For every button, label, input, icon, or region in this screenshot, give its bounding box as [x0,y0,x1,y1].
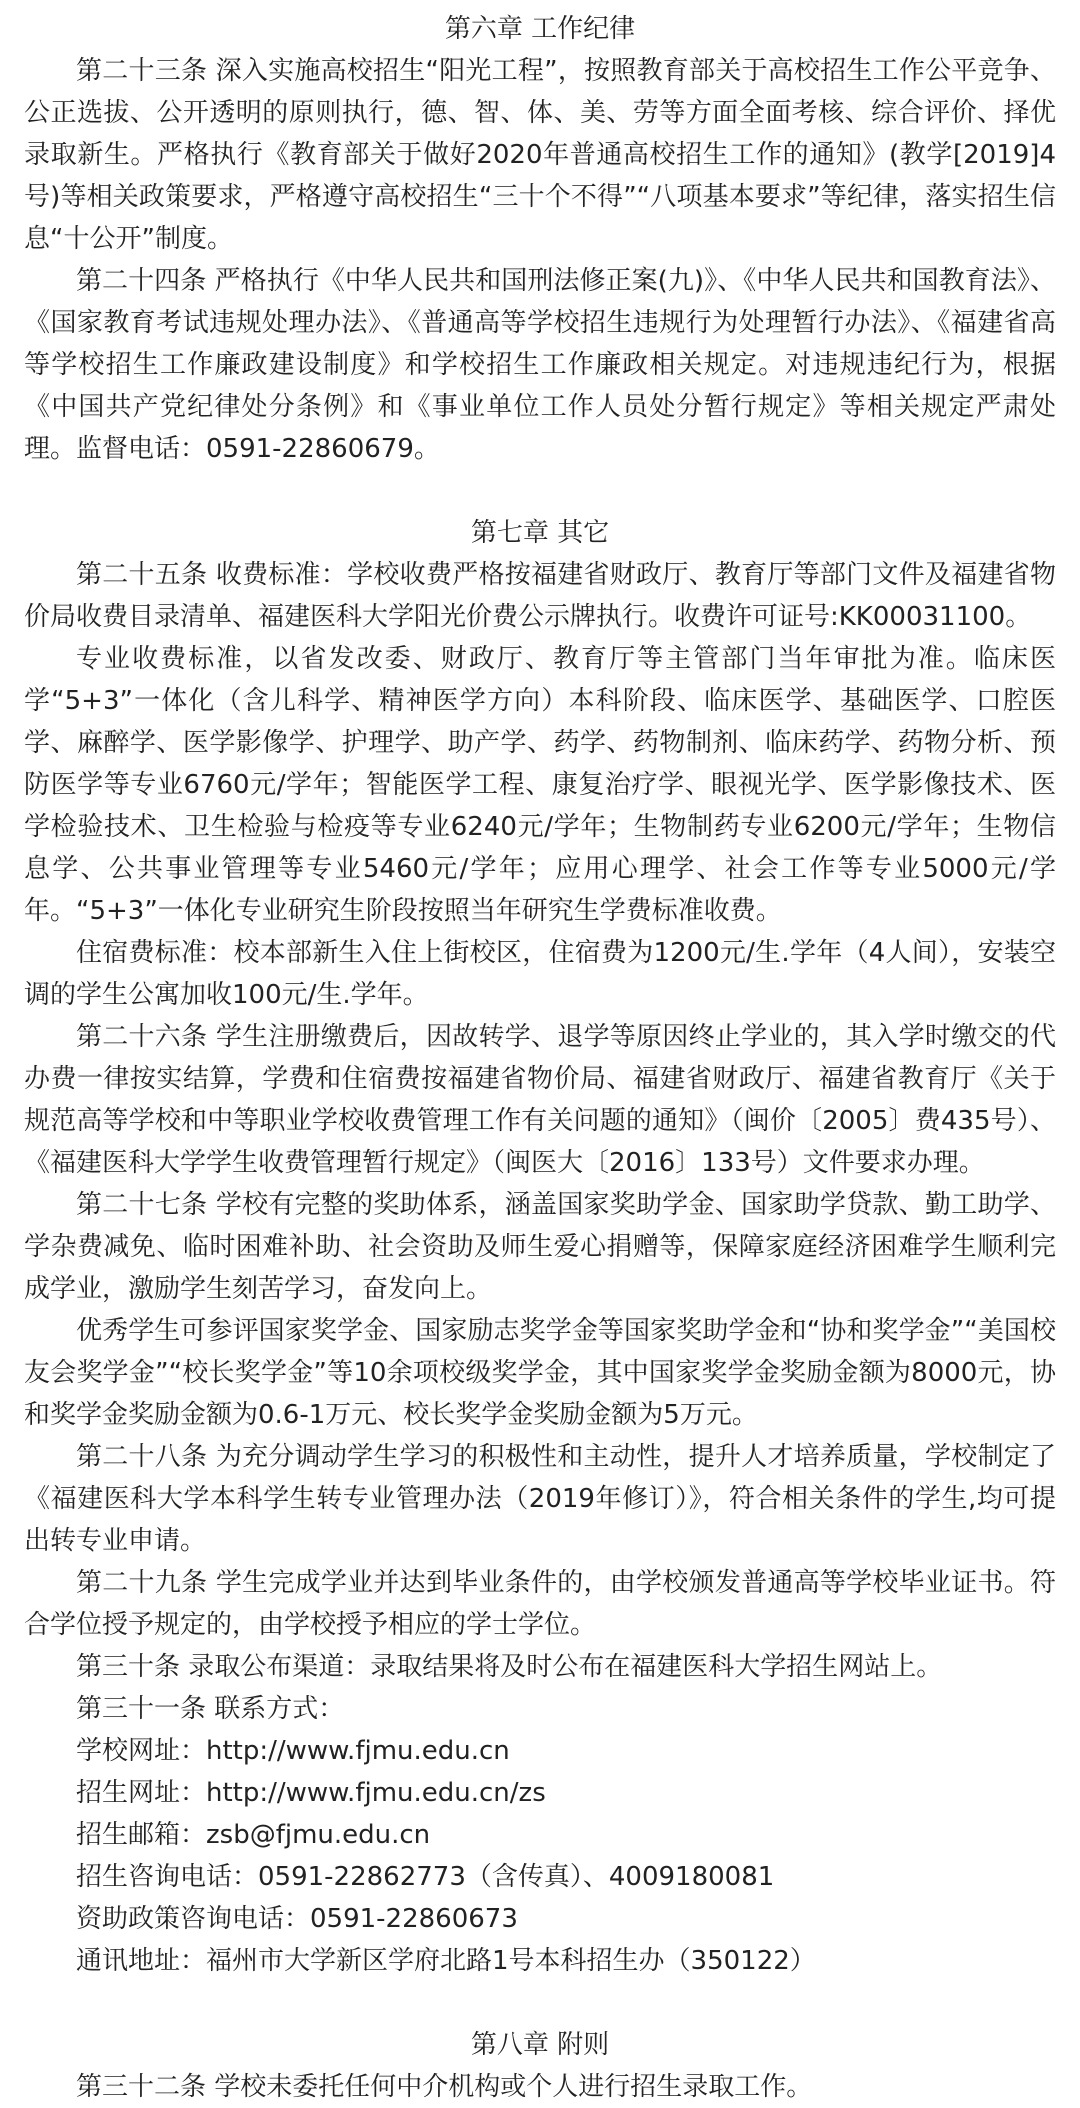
accommodation-fee: 住宿费标准：校本部新生入住上街校区，住宿费为1200元/生.学年（4人间），安装空调的学生公寓加收100元/生.学年。 [24,938,1056,1010]
article-30: 第三十条 录取公布渠道：录取结果将及时公布在福建医科大学招生网站上。 [76,1652,943,1682]
article-25: 第二十五条 收费标准：学校收费严格按福建省财政厅、教育厅等部门文件及福建省物价局收费目录清单、福建医科大学阳光价费公示牌执行。收费许可证号:KK00031100。 [24,560,1056,632]
article-32: 第三十二条 学校未委托任何中介机构或个人进行招生录取工作。 [76,2072,813,2102]
scholarships: 优秀学生可参评国家奖学金、国家励志奖学金等国家奖助学金和“协和奖学金”“美国校友会奖学金”“校长奖学金”等10余项校级奖学金，其中国家奖学金奖励金额为8000元，协和奖学金奖励金额为0.6-1万元、校长奖学金奖励金额为5万元。 [24,1316,1056,1430]
tuition-standards: 专业收费标准，以省发改委、财政厅、教育厅等主管部门当年审批为准。临床医学“5+3”一体化（含儿科学、精神医学方向）本科阶段、临床医学、基础医学、口腔医学、麻醉学、医学影像学、护理学、助产学、药学、药物制剂、临床药学、药物分析、预防医学等专业6760元/学年；智能医学工程、康复治疗学、眼视光学、医学影像技术、医学检验技术、卫生检验与检疫等专业6240元/学年；生物制药专业6200元/学年；生物信息学、公共事业管理等专业5460元/学年；应用心理学、社会工作等专业5000元/学年。“5+3”一体化专业研究生阶段按照当年研究生学费标准收费。 [24,644,1056,926]
chapter-7-title: 第七章 其它 [470,518,610,548]
article-23: 第二十三条 深入实施高校招生“阳光工程”，按照教育部关于高校招生工作公平竞争、公正选拔、公开透明的原则执行，德、智、体、美、劳等方面全面考核、综合评价、择优录取新生。严格执行《教育部关于做好2020年普通高校招生工作的通知》(教学[2019]4号)等相关政策要求，严格遵守高校招生“三十个不得”“八项基本要求”等纪律，落实招生信息“十公开”制度。 [24,56,1056,254]
contact-phone: 招生咨询电话：0591-22862773（含传真）、4009180081 [76,1862,775,1892]
article-27: 第二十七条 学校有完整的奖助体系，涵盖国家奖助学金、国家助学贷款、勤工助学、学杂费减免、临时困难补助、社会资助及师生爱心捐赠等，保障家庭经济困难学生顺利完成学业，激励学生刻苦学习，奋发向上。 [24,1190,1056,1304]
chapter-6-title: 第六章 工作纪律 [444,14,636,44]
chapter-8-title: 第八章 附则 [470,2030,610,2060]
contact-address: 通讯地址：福州市大学新区学府北路1号本科招生办（350122） [76,1946,816,1976]
contact-admissions-site[interactable]: 招生网址：http://www.fjmu.edu.cn/zs [76,1778,546,1808]
article-24: 第二十四条 严格执行《中华人民共和国刑法修正案(九)》、《中华人民共和国教育法》、《国家教育考试违规处理办法》、《普通高等学校招生违规行为处理暂行办法》、《福建省高等学校招生工作廉政建设制度》和学校招生工作廉政相关规定。对违规违纪行为，根据《中国共产党纪律处分条例》和《事业单位工作人员处分暂行规定》等相关规定严肃处理。监督电话：0591-22860679。 [24,266,1056,464]
contact-website[interactable]: 学校网址：http://www.fjmu.edu.cn [76,1736,510,1766]
article-26: 第二十六条 学生注册缴费后，因故转学、退学等原因终止学业的，其入学时缴交的代办费一律按实结算，学费和住宿费按福建省物价局、福建省财政厅、福建省教育厅《关于规范高等学校和中等职业学校收费管理工作有关问题的通知》（闽价〔2005〕费435号）、《福建医科大学学生收费管理暂行规定》（闽医大〔2016〕133号）文件要求办理。 [24,1022,1056,1178]
article-28: 第二十八条 为充分调动学生学习的积极性和主动性，提升人才培养质量，学校制定了《福建医科大学本科学生转专业管理办法（2019年修订）》，符合相关条件的学生,均可提出转专业申请。 [24,1442,1056,1556]
contact-email[interactable]: 招生邮箱：zsb@fjmu.edu.cn [76,1820,431,1850]
contact-aid-phone: 资助政策咨询电话：0591-22860673 [76,1904,518,1934]
contact-heading: 第三十一条 联系方式： [76,1694,345,1724]
article-29: 第二十九条 学生完成学业并达到毕业条件的，由学校颁发普通高等学校毕业证书。符合学位授予规定的，由学校授予相应的学士学位。 [24,1568,1056,1640]
